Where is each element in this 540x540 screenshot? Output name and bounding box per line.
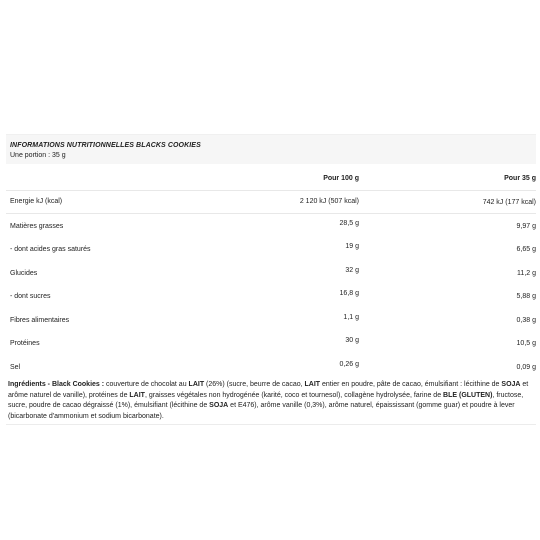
- value-per35: 6,65 g: [516, 246, 536, 253]
- nutrient-name: Protéines: [10, 340, 40, 347]
- ingredient-segment: (26%) (sucre, beurre de cacao,: [204, 381, 305, 388]
- table-header-row: [6, 164, 536, 190]
- value-per100: 19 g: [345, 243, 359, 250]
- value-per100: 0,26 g: [339, 360, 359, 368]
- value-per35: 11,2 g: [517, 269, 536, 277]
- column-header-per35: Pour 35 g: [361, 164, 536, 190]
- table-row: [6, 214, 536, 238]
- allergen-highlight: LAIT: [188, 381, 205, 388]
- value-per100: 1,1 g: [343, 313, 359, 321]
- table-row: [6, 190, 536, 214]
- nutrition-title: INFORMATIONS NUTRITIONNELLES BLACKS COOKIES: [10, 142, 201, 149]
- value-per35: 0,09 g: [516, 363, 536, 371]
- column-header-nutrient: [6, 164, 186, 190]
- value-per100: 32 g: [345, 266, 359, 274]
- table-row: [6, 331, 536, 355]
- value-per35: 742 kJ (177 kcal): [361, 190, 536, 214]
- value-per100: 30 g: [345, 337, 359, 344]
- table-row: [6, 355, 536, 379]
- value-per100: 28,5 g: [339, 220, 359, 227]
- ingredient-segment: , fructose, sucre, poudre de cacao dégraissé (1%), émulsifiant (lécithine de: [8, 391, 524, 410]
- nutrition-table: [6, 164, 536, 378]
- table-row: [6, 308, 536, 332]
- ingredient-segment: et arôme naturel de vanille), protéines de: [8, 381, 529, 399]
- value-per35: 0,38 g: [516, 316, 536, 324]
- value-per35: 9,97 g: [516, 223, 536, 230]
- allergen-highlight: LAIT: [304, 381, 321, 388]
- ingredient-segment: et E476), arôme vanille (0,3%), arôme naturel, épaississant (gomme guar) et poudre à lever (bicarbonate d'ammonium et sodium bicarbonate).: [8, 402, 515, 420]
- value-per35: 10,5 g: [516, 340, 536, 347]
- portion-size: Une portion : 35 g: [10, 152, 66, 159]
- table-row: [6, 261, 536, 285]
- ingredients-text: [6, 378, 536, 425]
- ingredients-label: Ingrédients - Black Cookies :: [8, 381, 105, 388]
- value-per100: 2 120 kJ (507 kcal): [186, 190, 361, 214]
- nutrient-name: Glucides: [10, 269, 38, 277]
- nutrient-name: Fibres alimentaires: [10, 316, 70, 324]
- value-per35: 5,88 g: [516, 293, 536, 300]
- allergen-highlight: BLE (GLUTEN): [443, 391, 493, 399]
- value-per100: 16,8 g: [339, 290, 359, 297]
- ingredient-segment: , graisses végétales non hydrogénée (karité, coco et tournesol), collagène hydrolysée, farine de: [144, 391, 444, 399]
- table-row: [6, 284, 536, 308]
- allergen-highlight: SOJA: [501, 381, 521, 388]
- nutrition-panel: [6, 134, 536, 425]
- allergen-highlight: SOJA: [209, 402, 229, 410]
- nutrient-name: Matières grasses: [10, 223, 64, 230]
- nutrient-name: - dont acides gras saturés: [10, 246, 91, 253]
- nutrition-rows: [6, 190, 536, 378]
- table-row: [6, 237, 536, 261]
- nutrient-name: Sel: [10, 363, 21, 371]
- column-header-per100: Pour 100 g: [186, 164, 361, 190]
- allergen-highlight: LAIT: [129, 391, 145, 399]
- nutrition-header: [6, 134, 536, 164]
- nutrient-name: Energie kJ (kcal): [6, 190, 186, 214]
- ingredient-segment: couverture de chocolat au: [104, 381, 189, 388]
- nutrient-name: - dont sucres: [10, 293, 51, 300]
- ingredient-segment: entier en poudre, pâte de cacao, émulsifiant : lécithine de: [320, 381, 502, 388]
